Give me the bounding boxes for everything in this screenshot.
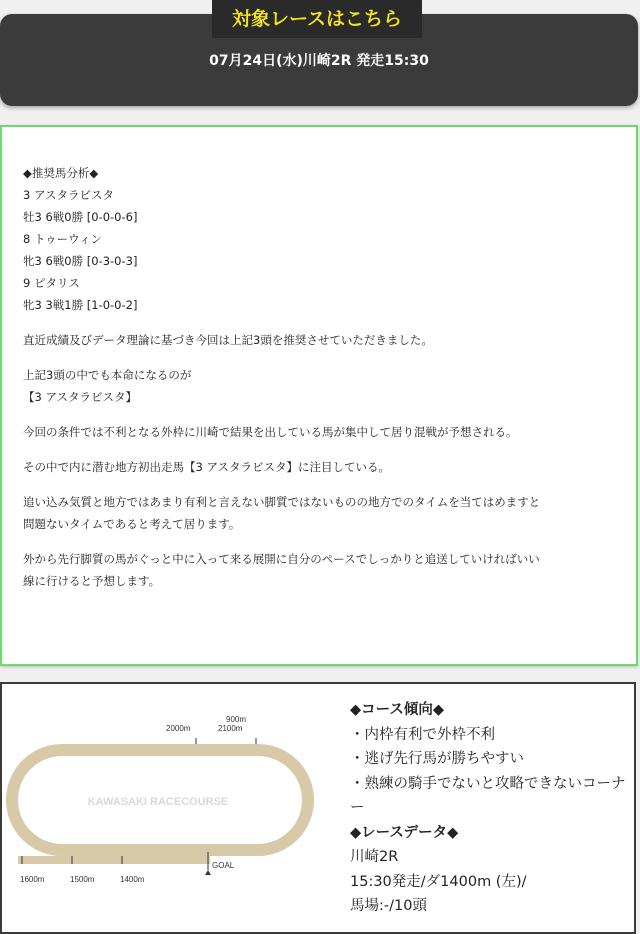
analysis-paragraph: 上記3頭の中でも本命になるのが 【3 アスタラビスタ】	[23, 368, 192, 404]
marker-1400m: 1400m	[120, 875, 145, 884]
course-trend-item: ・熟練の騎手でないと攻略できないコーナー	[350, 775, 626, 816]
race-data-item: 15:30発走/ダ1400m (左)/	[350, 873, 527, 890]
analysis-paragraph: 外から先行脚質の馬がぐっと中に入って来る展開に自分のペースでしっかりと追送していければいい 線に行けると予想します。	[23, 552, 540, 588]
race-data-item: 川崎2R	[350, 849, 399, 865]
course-name: KAWASAKI RACECOURSE	[87, 796, 229, 808]
course-info	[350, 698, 630, 919]
analysis-paragraph: その中で内に潜む地方初出走馬【3 アスタラビスタ】に注目している。	[23, 460, 391, 474]
target-race-tag: 対象レースはこちら	[212, 0, 422, 38]
goal-arrow-icon	[205, 870, 211, 875]
horse-record: 牡3 6戦0勝 [0-0-0-6]	[23, 210, 138, 224]
horse-name: 8 トゥーウィン	[23, 232, 102, 246]
horse-record: 牝3 6戦0勝 [0-3-0-3]	[23, 254, 138, 268]
horse-name: 3 アスタラビスタ	[23, 188, 115, 202]
marker-1500m: 1500m	[70, 875, 95, 884]
analysis-paragraph: 直近成績及びデータ理論に基づき今回は上記3頭を推奨させていただきました。	[23, 333, 433, 347]
course-trend-title: ◆コース傾向◆	[350, 702, 445, 718]
marker-2100m: 2100m	[218, 724, 243, 733]
course-trend-item: ・逃げ先行馬が勝ちやすい	[350, 751, 524, 767]
analysis-text	[23, 162, 623, 592]
course-trend-item: ・内枠有利で外枠不利	[350, 726, 495, 743]
race-info: 07月24日(水)川崎2R 発走15:30	[209, 53, 429, 69]
horse-name: 9 ピタリス	[23, 276, 80, 290]
analysis-paragraph: 追い込み気質と地方ではあまり有利と言えない脚質ではないものの地方でのタイムを当てはめますと 問題ないタイムであると考えて居ります。	[23, 495, 541, 531]
race-data-item: 馬場:-/10頭	[350, 898, 427, 914]
race-data-title: ◆レースデータ◆	[350, 824, 459, 841]
analysis-title: ◆推奨馬分析◆	[23, 166, 99, 180]
analysis-paragraph: 今回の条件では不利となる外枠に川崎で結果を出している馬が集中して居り混戦が予想される。	[23, 425, 518, 439]
race-header	[0, 0, 638, 106]
marker-900m: 900m	[226, 715, 247, 724]
marker-1600m: 1600m	[20, 875, 45, 884]
marker-goal: GOAL	[212, 861, 235, 870]
marker-2000m: 2000m	[166, 724, 191, 733]
horse-record: 牝3 3戦1勝 [1-0-0-2]	[23, 298, 138, 312]
course-map	[0, 700, 330, 890]
